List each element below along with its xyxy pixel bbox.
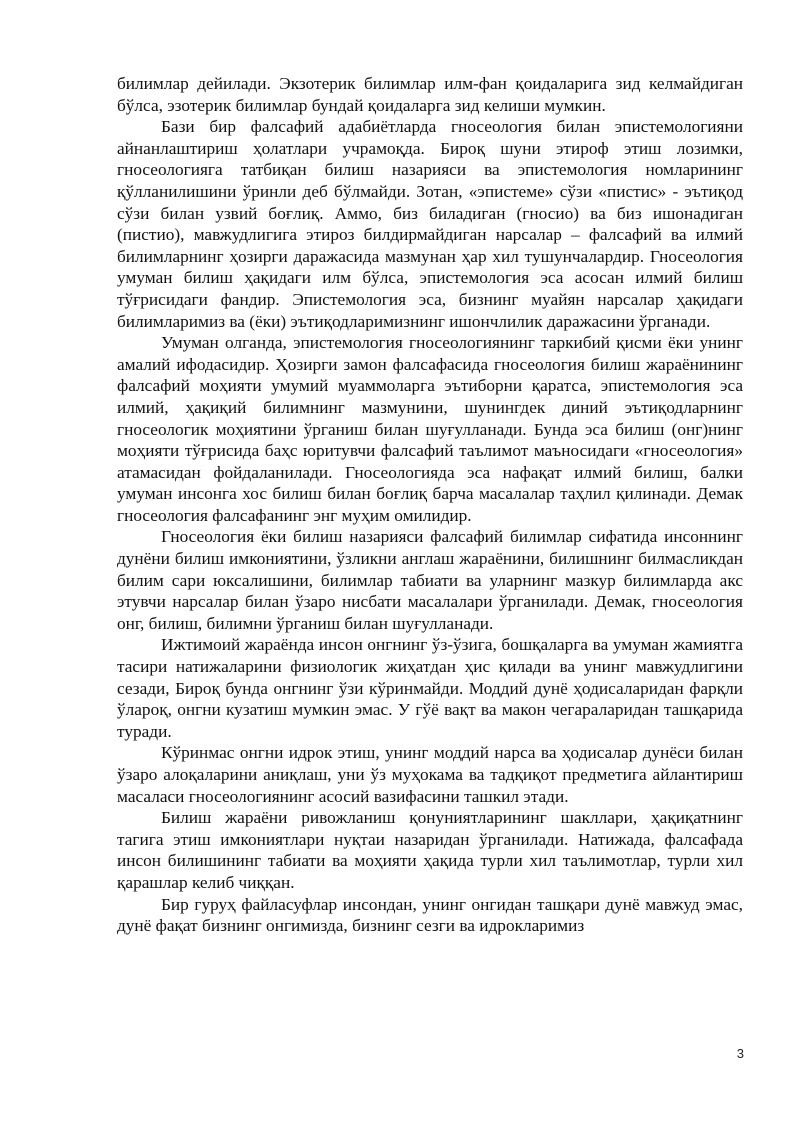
paragraph-4: Гносеология ёки билиш назарияси фалсафий билимлар сифатида инсоннинг дунёни билиш имкониятини, ўзликни англаш жараёнини, билишнинг билмасликдан билим сари юксалишини, билимлар табиати ва уларнинг мазкур билимларда акс этувчи нарсалар билан ўзаро нисбати масалалари ўрганилади. Демак, гносеология онг, билиш, билимни ўрганиш билан шуғулланади. (117, 527, 743, 633)
page-number: 3 (736, 1046, 744, 1061)
paragraph-1: билимлар дейилади. Экзотерик билимлар илм-фан қоидаларига зид келмайдиган бўлса, эзотерик билимлар бундай қоидаларга зид келиши мумкин. (117, 74, 743, 115)
paragraph-5: Ижтимоий жараёнда инсон онгнинг ўз-ўзига, бошқаларга ва умуман жамиятга тасири натижаларини физиологик жиҳатдан ҳис қилади ва унинг мавжудлигини сезади, Бироқ бунда онгнинг ўзи кўринмайди. Моддий дунё ҳодисаларидан фарқли ўлароқ, онгни кузатиш мумкин эмас. У гўё вақт ва макон чегараларидан ташқарида туради. (117, 635, 743, 741)
paragraph-7: Билиш жараёни ривожланиш қонуниятларининг шакллари, ҳақиқатнинг тагига этиш имкониятлари нуқтаи назаридан ўрганилади. Натижада, фалсафада инсон билишининг табиати ва моҳияти ҳақида турли хил таълимотлар, турли хил қарашлар келиб чиққан. (117, 808, 743, 892)
paragraph-3: Умуман олганда, эпистемология гносеологиянинг таркибий қисми ёки унинг амалий ифодасидир. Ҳозирги замон фалсафасида гносеология билиш жараёнининг фалсафий моҳияти умумий муаммоларга эътиборни қаратса, эпистемология эса илмий, ҳақиқий билимнинг мазмунини, шунингдек диний эътиқодларнинг гносеологик моҳиятини ўрганиш билан шуғулланади. Бунда эса билиш (онг)нинг моҳияти тўғрисида баҳс юритувчи фалсафий таълимот маъносидаги «гносеология» атамасидан фойдаланилади. Гносеологияда эса нафақат илмий билиш, балки умуман инсонга хос билиш билан боғлиқ барча масалалар таҳлил қилинади. Демак гносеология фалсафанинг энг муҳим омилидир. (117, 333, 743, 525)
paragraph-8: Бир гуруҳ файласуфлар инсондан, унинг онгидан ташқари дунё мавжуд эмас, дунё фақат бизнинг онгимизда, бизнинг сезги ва идрокларимиз (117, 894, 743, 936)
paragraph-6: Кўринмас онгни идрок этиш, унинг моддий нарса ва ҳодисалар дунёси билан ўзаро алоқаларини аниқлаш, уни ўз муҳокама ва тадқиқот предметига айлантириш масаласи гносеологиянинг асосий вазифасини ташкил этади. (117, 743, 743, 806)
body-text (117, 73, 743, 937)
paragraph-2: Бази бир фалсафий адабиётларда гносеология билан эпистемологияни айнанлаштириш ҳолатлари учрамоқда. Бироқ шуни этироф этиш лозимки, гносеологияга татбиқан билиш назарияси ва эпистемология номларининг қўлланилишини ўринли деб бўлмайди. Зотан, «эпистеме» сўзи «пистис» - эътиқод сўзи билан узвий боғлиқ. Аммо, биз биладиган (гносио) ва биз ишонадиган (пистио), мавжудлигига этироз билдирмайдиган нарсалар – фалсафий ва илмий билимларнинг ҳозирги даражасида мазмунан ҳар хил тушунчалардир. Гносеология умуман билиш ҳақидаги илм бўлса, эпистемология эса асосан илмий билиш тўғрисидаги фандир. Эпистемология эса, бизнинг муайян нарсалар ҳақидаги билимларимиз ва (ёки) эътиқодларимизнинг ишончлилик даражасини ўрганади. (117, 117, 743, 331)
